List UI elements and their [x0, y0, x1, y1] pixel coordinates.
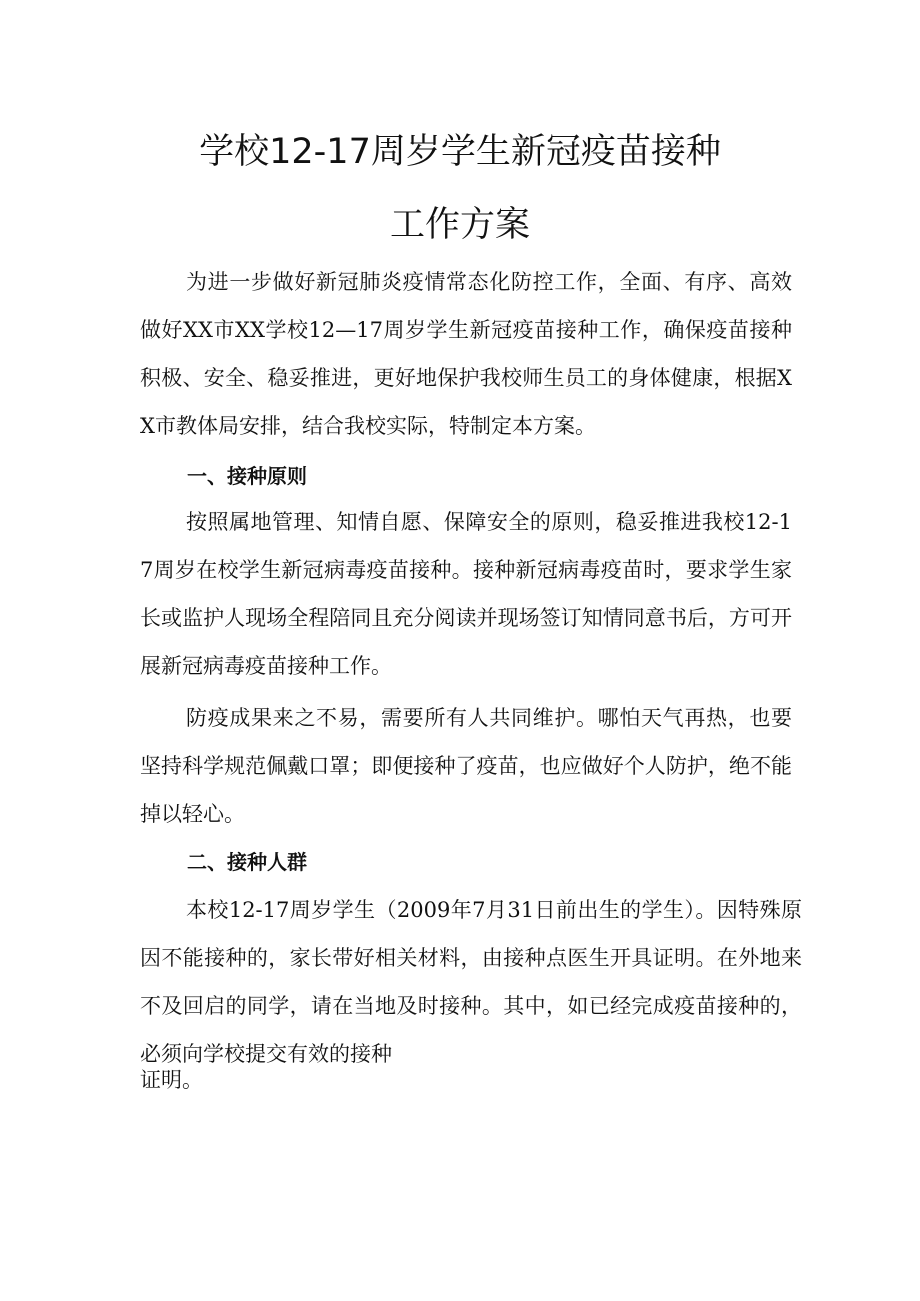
section-heading-population: 二、接种人群 — [187, 850, 307, 874]
protection-paragraph: 防疫成果来之不易，需要所有人共同维护。哪怕天气再热，也要坚持科学规范佩戴口罩；即便接种了疫苗，也应做好个人防护，绝不能掉以轻心。 — [140, 706, 792, 826]
intro-paragraph: 为进一步做好新冠肺炎疫情常态化防控工作，全面、有序、高效做好XX市XX学校12—17周岁学生新冠疫苗接种工作，确保疫苗接种积极、安全、稳妥推进，更好地保护我校师生员工的身体健康，根据XX市教体局安排，结合我校实际，特制定本方案。 — [140, 270, 792, 438]
principles-paragraph: 按照属地管理、知情自愿、保障安全的原则，稳妥推进我校12-17周岁在校学生新冠病毒疫苗接种。接种新冠病毒疫苗时，要求学生家长或监护人现场全程陪同且充分阅读并现场签订知情同意书后，方可开展新冠病毒疫苗接种工作。 — [140, 510, 792, 678]
document-title-line2: 工作方案 — [389, 205, 530, 245]
population-paragraph: 本校12-17周岁学生（2009年7月31日前出生的学生）。因特殊原因不能接种的，家长带好相关材料，由接种点医生开具证明。在外地来不及回启的同学，请在当地及时接种。其中，如已经完成疫苗接种的，必须向学校提交有效的接种 — [140, 898, 802, 1066]
document-title-line1: 学校12-17周岁学生新冠疫苗接种 — [199, 132, 721, 172]
section-heading-principles: 一、接种原则 — [187, 464, 307, 488]
population-paragraph-tail: 证明。 — [140, 1068, 203, 1092]
